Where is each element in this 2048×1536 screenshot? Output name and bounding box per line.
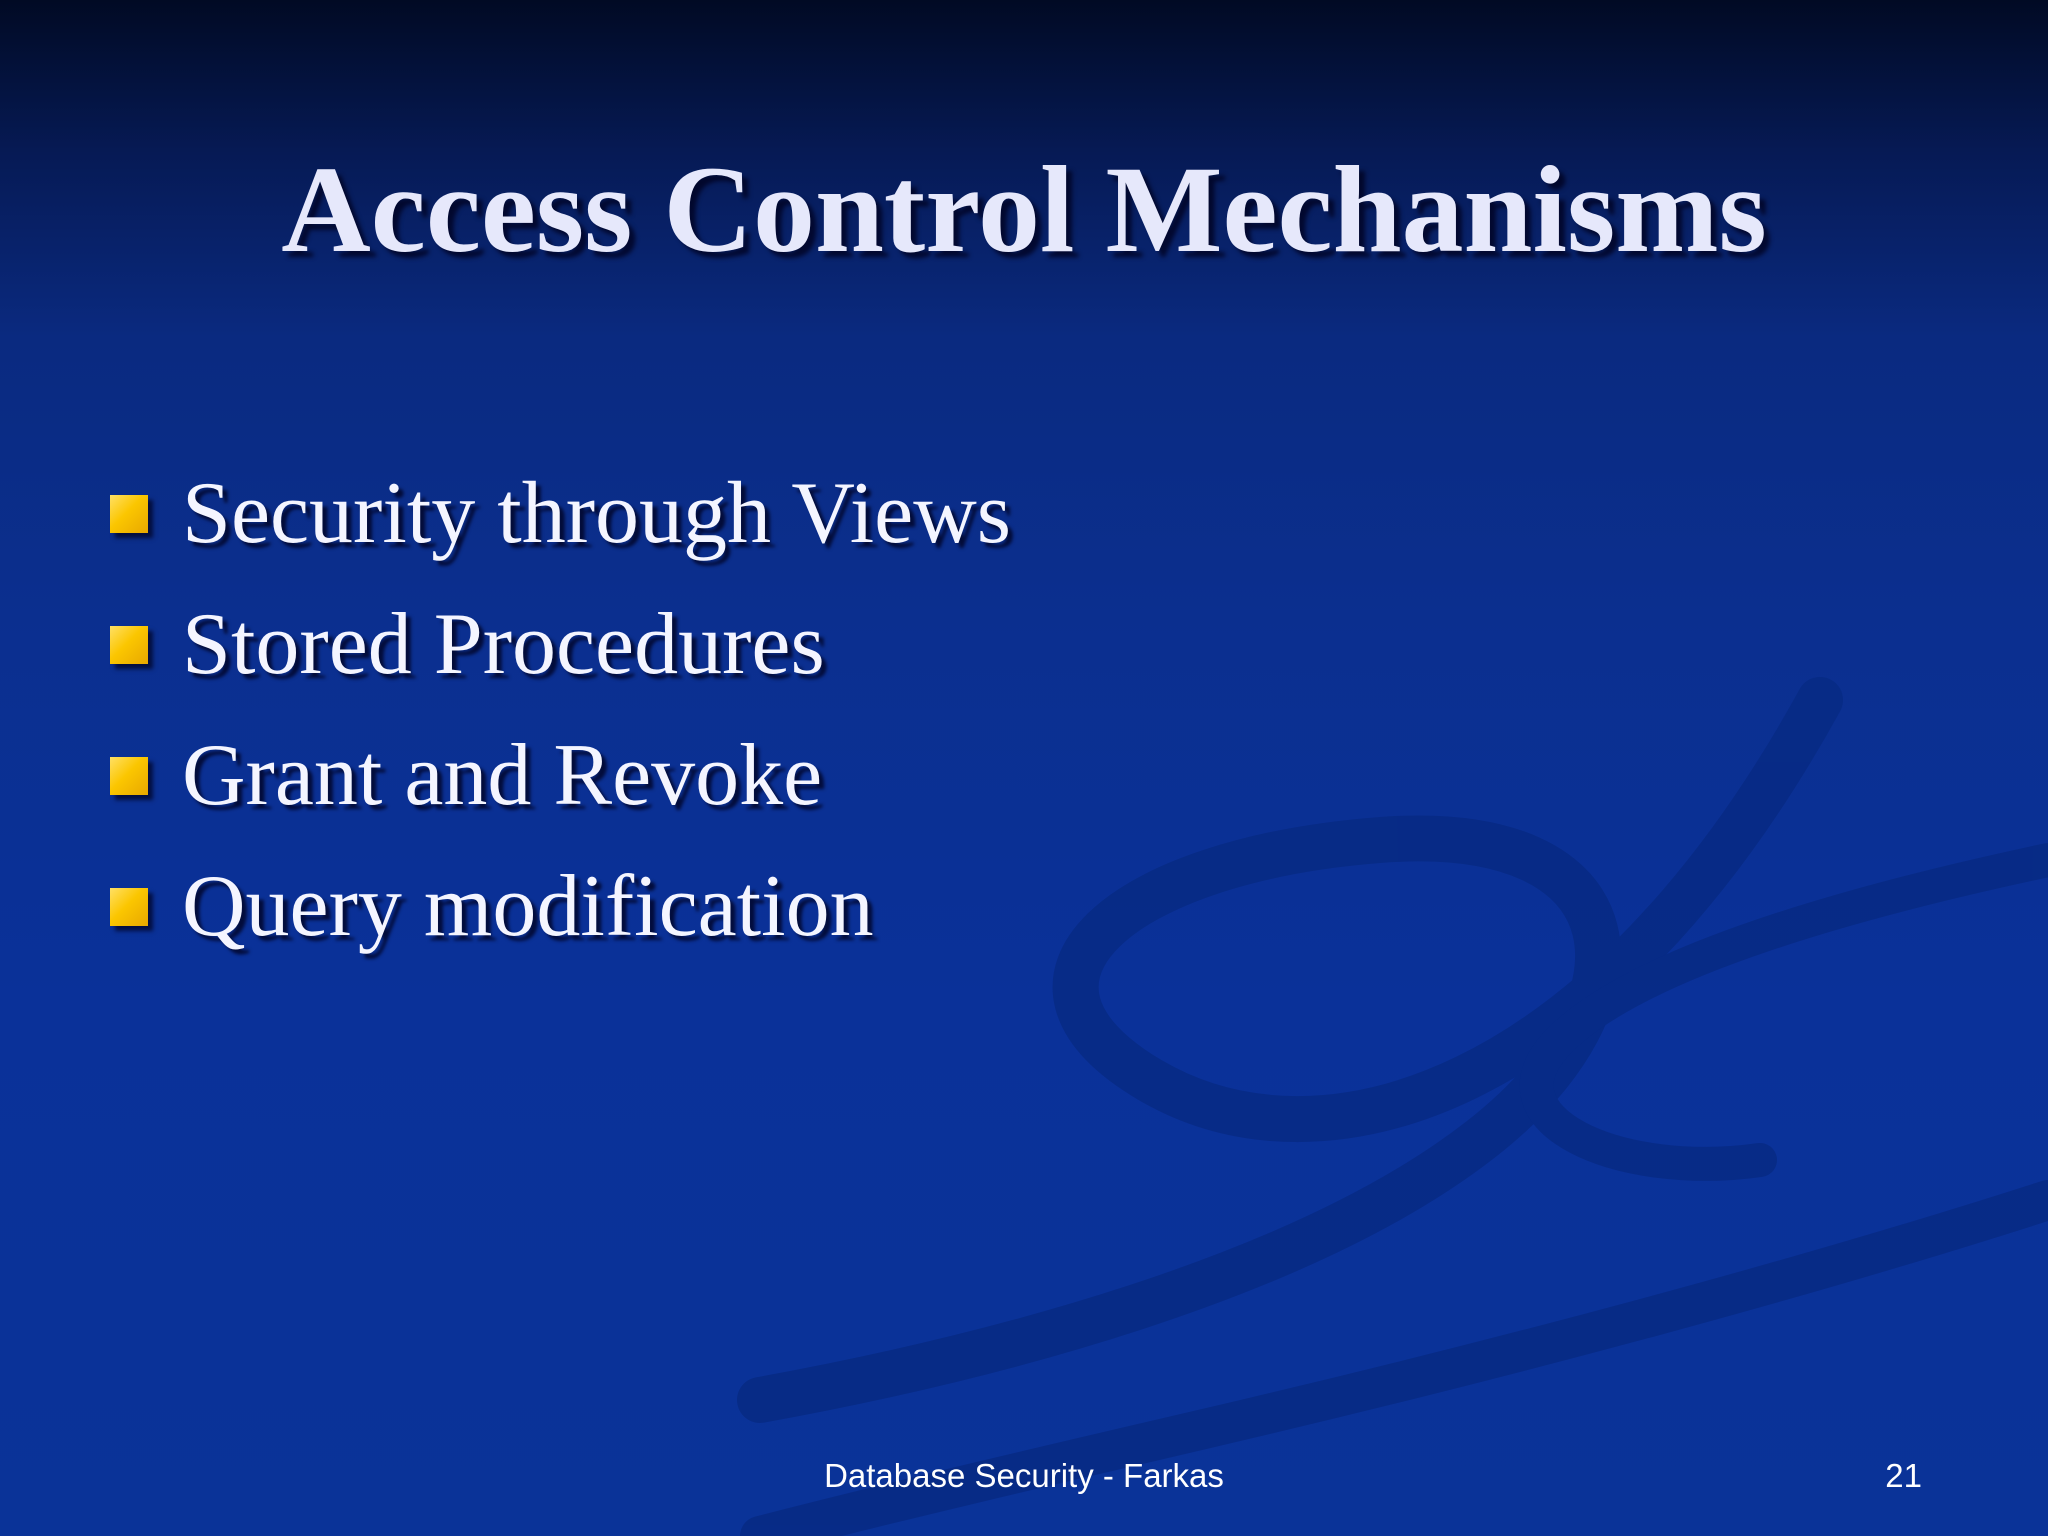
slide-footer: Database Security - Farkas: [824, 1457, 1224, 1494]
square-bullet-icon: [110, 757, 148, 795]
square-bullet-icon: [110, 626, 148, 664]
list-item: [110, 710, 1011, 841]
bullet-text: Stored Procedures: [182, 595, 825, 693]
list-item: [110, 841, 1011, 972]
bullet-text: Query modification: [182, 857, 874, 955]
square-bullet-icon: [110, 888, 148, 926]
bullet-text: Grant and Revoke: [182, 726, 823, 824]
bullet-text: Security through Views: [182, 464, 1011, 562]
bullet-list: [110, 448, 1011, 972]
list-item: [110, 579, 1011, 710]
square-bullet-icon: [110, 495, 148, 533]
page-number: 21: [1885, 1457, 1922, 1494]
list-item: [110, 448, 1011, 579]
slide-title: Access Control Mechanisms: [281, 141, 1767, 278]
